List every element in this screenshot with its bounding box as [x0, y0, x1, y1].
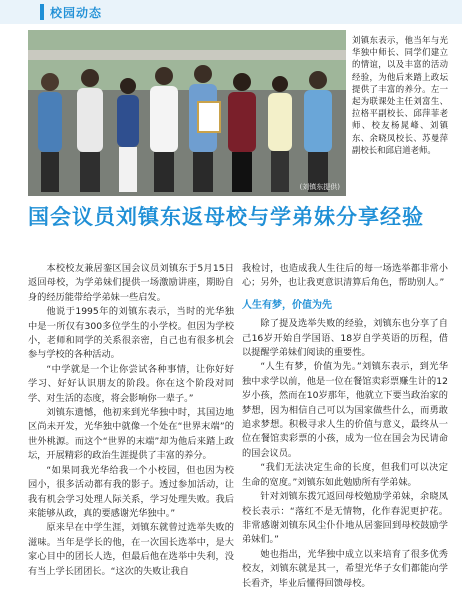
paragraph: 除了提及选举失败的经验，刘镇东也分享了自己16岁开始自学国语、18岁自学英语的历程，借以提醒学弟妹们阅读的重要性。: [242, 318, 448, 359]
paragraph: 刘镇东遗憾，他初来到光华独中时，其国边地区尚未开发，光华独中就像一个处在“世界末端”的世外桃源。而这个“世界的末端”却为他后来踏上政坛，开展精彩的政治生涯提供了丰富的养分。: [28, 407, 234, 462]
paragraph-continuation: 我检讨，也造成我人生往后的每一场选举都非常小心；另外，也让我更意识清算后角色，帮助别人。”: [242, 263, 448, 289]
paragraph: “中学就是一个让你尝试各种事情，让你好好学习、好好认识朋友的阶段。你在这个阶段对同学、对生活的态度，将会影响你一辈子。”: [28, 363, 234, 404]
section-header: [0, 0, 462, 24]
photo-credit: (刘镇东提供): [299, 183, 340, 191]
header-accent-bar: [40, 4, 44, 20]
paragraph: “我们无法决定生命的长度，但我们可以决定生命的宽度。”刘镇东如此勉励所有学弟妹。: [242, 462, 448, 488]
paragraph: “如果同我光华给我一个小校园，但也因为校园小，很多活动都有我的影子。透过参加活动，让我有机会学习处理人际关系，学习处理失败。我后来能够从政，真的要感谢光华独中。”: [28, 464, 234, 519]
paragraph: 本校校友兼居銮区国会议员刘镇东于5月15日返回母校，为学弟妹们提供一场激励讲座，期盼自身的经历能带给学弟妹一些启发。: [28, 263, 234, 303]
photo-caption: 刘镇东表示，他当年与光华独中师长、同学们建立的情谊，以及丰富的活动经验，为他后来踏上政坛提供了丰富的养分。左一起为联课处主任刘富生、拉格平副校长、邱萍菲老师、校友杨晁峰、刘镇东、余晓凤校长、苏曼萍副校长和邱启道老师。: [352, 35, 448, 155]
section-label: 校园动态: [50, 6, 103, 20]
article-right-column: [242, 262, 448, 591]
article-left-column: [28, 262, 234, 579]
paragraph: 他说于1995年的刘镇东表示，当时的光华独中是一所仅有300多位学生的小学校。但因为学校小，老师和同学的关系很亲密，自己也有很多机会参与学校的各种活动。: [28, 306, 234, 361]
paragraph: 原来早在中学生涯，刘镇东就曾过选举失败的滋味。当年是学长的他，在一次国长选举中，是大家心目中的团长人选，但最后他在选举中失利，没有当上学长团团长。“这次的失败让我自: [28, 522, 234, 577]
paragraph: 针对刘镇东拨冗返回母校勉励学弟妹，余晓凤校长表示：“落红不是无情物，化作春泥更护花。非常感谢刘镇东风尘仆仆地从居銮回到母校鼓励学弟妹们。”: [242, 491, 448, 546]
group-photo: [28, 30, 346, 196]
group-photo-illustration: [28, 30, 346, 196]
paragraph: “人生有梦，价值为先。”刘镇东表示，到光华独中求学以前，他是一位在餐馆卖彩票赚生计的12岁小孩，然而在10岁那年，他就立下要当政治家的梦想，因为相信自己可以为国家做些什么，而勇敢追求梦想。积极寻求人生的价值与意义，最终从一位在餐馆卖彩票的小孩，成为一位在国会为民请命的国会议员。: [242, 361, 448, 459]
section-subheading: 人生有梦，价值为先: [242, 299, 332, 311]
article-headline: 国会议员刘镇东返母校与学弟妹分享经验: [28, 205, 424, 229]
paragraph: 她也指出，光华独中成立以来培育了很多优秀校友，刘镇东就是其一，希望光华子女们都能向学长看齐，毕业后懂得回馈母校。: [242, 548, 448, 589]
